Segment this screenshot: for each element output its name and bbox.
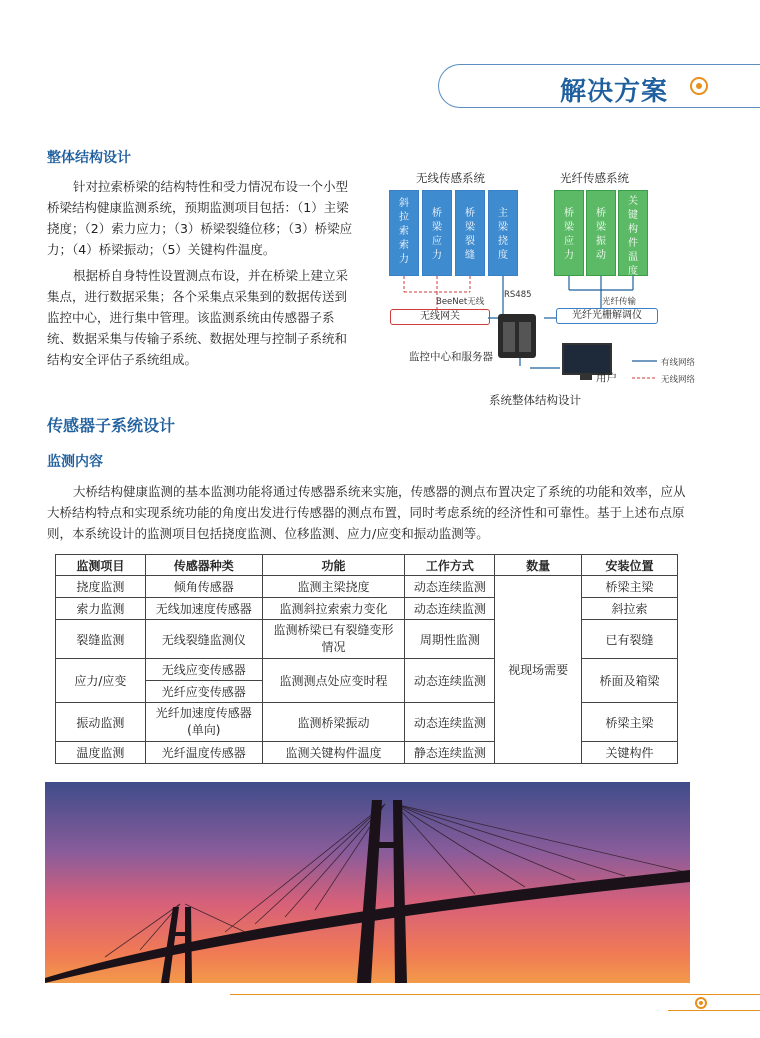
target-icon — [690, 77, 708, 95]
table-cell: 索力监测 — [56, 598, 146, 620]
bridge-photo — [45, 782, 690, 983]
table-cell: 关键构件 — [582, 742, 678, 764]
table-header: 数量 — [495, 555, 582, 576]
sensor-box: 主梁挠度 — [488, 190, 518, 276]
table-cell: 挠度监测 — [56, 576, 146, 598]
section-heading-sensor: 传感器子系统设计 — [47, 416, 176, 435]
table-cell: 动态连续监测 — [405, 598, 495, 620]
table-header: 安装位置 — [582, 555, 678, 576]
table-row — [56, 742, 678, 764]
sensor-box: 斜拉索索力 — [389, 190, 419, 276]
legend-wired: 有线网络 — [661, 358, 696, 368]
monitoring-table — [55, 554, 678, 764]
table-row — [56, 576, 678, 598]
table-cell: 监测斜拉索索力变化 — [262, 598, 405, 620]
table-cell: 动态连续监测 — [405, 703, 495, 742]
table-header: 功能 — [262, 555, 405, 576]
footer-rule — [668, 1010, 760, 1011]
fiber-demodulator: 光纤光栅解调仪 — [556, 308, 658, 324]
table-header-row — [56, 555, 678, 576]
table-cell: 温度监测 — [56, 742, 146, 764]
table-cell: 监测桥梁已有裂缝变形情况 — [262, 620, 405, 659]
table-header: 监测项目 — [56, 555, 146, 576]
table-cell: 裂缝监测 — [56, 620, 146, 659]
table-cell: 已有裂缝 — [582, 620, 678, 659]
sensor-box: 关键构件温度 — [618, 190, 648, 276]
table-cell: 光纤温度传感器 — [145, 742, 262, 764]
server-label: 监控中心和服务器 — [409, 351, 493, 363]
server-icon — [498, 314, 536, 358]
paragraph: 大桥结构健康监测的基本监测功能将通过传感器系统来实施，传感器的测点布置决定了系统的功能和效率，应从大桥结构特点和实现系统功能的角度出发进行传感器的测点布置，同时考虑系统的经济性和可靠性。基于上述布点原则，本系统设计的监测项目包括挠度监测、位移监测、应力/应变和振动监测等。 — [47, 484, 686, 541]
table-cell: 监测测点处应变时程 — [262, 659, 405, 703]
table-cell-quantity: 视现场需要 — [495, 576, 582, 764]
table-cell: 动态连续监测 — [405, 576, 495, 598]
paragraph: 针对拉索桥梁的结构特性和受力情况布设一个小型桥梁结构健康监测系统，预期监测项目包括：（1）主梁挠度；（2）索力应力；（3）桥梁裂缝位移；（3）桥梁应力；（4）桥梁振动；（5）关键构件温度。 — [47, 179, 353, 257]
wireless-system-title: 无线传感系统 — [416, 171, 485, 185]
system-structure-diagram — [380, 168, 720, 413]
table-row — [56, 659, 678, 681]
table-cell: 监测桥梁振动 — [262, 703, 405, 742]
table-cell: 光纤应变传感器 — [145, 681, 262, 703]
computer-stand — [580, 375, 592, 380]
legend-wireless: 无线网络 — [661, 375, 696, 385]
diagram-caption: 系统整体结构设计 — [489, 393, 581, 407]
table-cell: 斜拉索 — [582, 598, 678, 620]
table-cell: 桥梁主梁 — [582, 576, 678, 598]
sensor-box: 桥梁应力 — [554, 190, 584, 276]
fiber-system-title: 光纤传感系统 — [560, 171, 629, 185]
table-cell: 应力/应变 — [56, 659, 146, 703]
beenet-label: BeeNet无线 — [436, 297, 485, 307]
page-title: 解决方案 — [559, 77, 668, 107]
sensor-box: 桥梁应力 — [422, 190, 452, 276]
section1-text — [47, 176, 357, 370]
paragraph: 根据桥自身特性设置测点布设，并在桥梁上建立采集点，进行数据采集；各个采集点采集到的数据传送到监控中心，进行集中管理。该监测系统由传感器子系统、数据采集与传输子系统、数据处理与控制子系统和结构安全评估子系统组成。 — [47, 268, 349, 367]
table-row — [56, 703, 678, 742]
table-cell: 桥面及箱梁 — [582, 659, 678, 703]
table-cell: 监测主梁挠度 — [262, 576, 405, 598]
rs485-label: RS485 — [504, 290, 532, 300]
table-row — [56, 620, 678, 659]
wireless-gateway: 无线网关 — [390, 309, 490, 325]
target-icon — [695, 997, 707, 1009]
table-cell: 周期性监测 — [405, 620, 495, 659]
table-header: 工作方式 — [405, 555, 495, 576]
table-row — [56, 598, 678, 620]
sensor-box: 桥梁裂缝 — [455, 190, 485, 276]
table-cell: 无线裂缝监测仪 — [145, 620, 262, 659]
table-header: 传感器种类 — [145, 555, 262, 576]
table-cell: 无线应变传感器 — [145, 659, 262, 681]
fiber-transfer-label: 光纤传输 — [602, 297, 637, 307]
section-heading-monitoring: 监测内容 — [47, 454, 103, 470]
table-cell: 桥梁主梁 — [582, 703, 678, 742]
table-cell: 监测关键构件温度 — [262, 742, 405, 764]
section-heading-structure: 整体结构设计 — [47, 150, 131, 166]
table-cell: 静态连续监测 — [405, 742, 495, 764]
table-cell: 无线加速度传感器 — [145, 598, 262, 620]
sensor-box: 桥梁振动 — [586, 190, 616, 276]
section3-text — [47, 481, 697, 544]
table-cell: 振动监测 — [56, 703, 146, 742]
footer-rule — [230, 994, 760, 995]
table-cell: 动态连续监测 — [405, 659, 495, 703]
table-cell: 光纤加速度传感器(单向) — [145, 703, 262, 742]
user-label: 用户 — [596, 372, 617, 384]
table-cell: 倾角传感器 — [145, 576, 262, 598]
